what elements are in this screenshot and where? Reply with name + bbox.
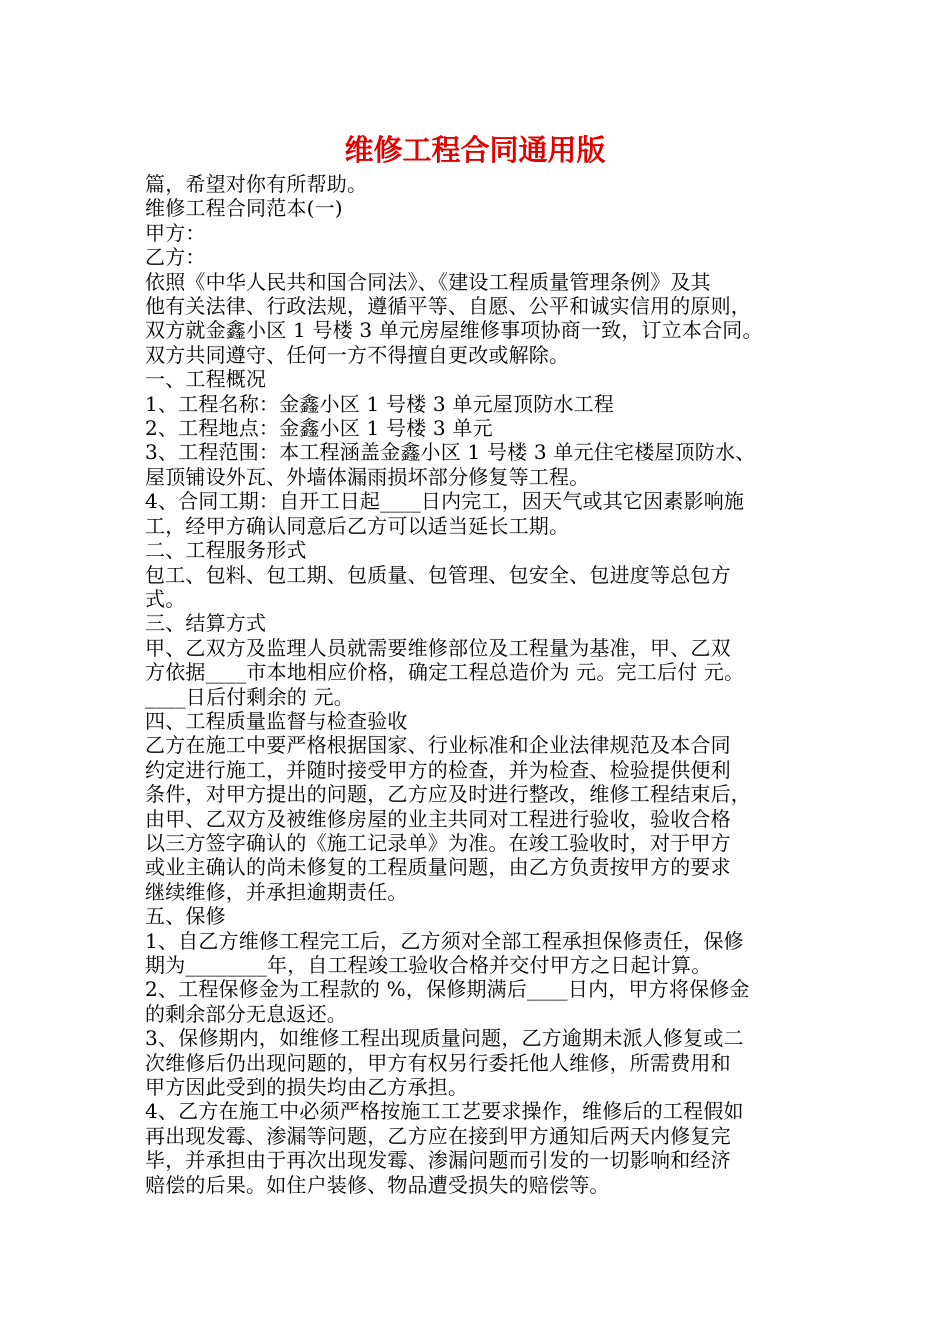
- paragraph-line: 4、乙方在施工中必须严格按施工工艺要求操作，维修后的工程假如: [145, 1099, 744, 1124]
- paragraph-line: 双方共同遵守、任何一方不得擅自更改或解除。: [145, 342, 570, 367]
- paragraph-line: 期为________年，自工程竣工验收合格并交付甲方之日起计算。: [145, 953, 712, 977]
- paragraph-line: 乙方在施工中要严格根据国家、行业标准和企业法律规范及本合同: [145, 733, 731, 758]
- paragraph-line: 3、工程范围：本工程涵盖金鑫小区 1 号楼 3 单元住宅楼屋顶防水、: [145, 440, 756, 465]
- document-title: 维修工程合同通用版: [344, 133, 606, 167]
- paragraph-line: 屋顶铺设外瓦、外墙体漏雨损坏部分修复等工程。: [145, 464, 590, 489]
- paragraph-line: 的剩余部分无息返还。: [145, 1001, 347, 1026]
- paragraph-line: 篇，希望对你有所帮助。: [145, 172, 368, 196]
- section-heading: 二、工程服务形式: [145, 538, 307, 563]
- paragraph-line: 依照《中华人民共和国合同法》、《建设工程质量管理条例》及其: [145, 269, 711, 294]
- paragraph-line: 式。: [145, 586, 186, 611]
- paragraph-line: 赔偿的后果。如住户装修、物品遭受损失的赔偿等。: [145, 1172, 610, 1197]
- paragraph-line: 甲方：: [145, 220, 206, 245]
- paragraph-line: 次维修后仍出现问题的，甲方有权另行委托他人维修，所需费用和: [145, 1050, 731, 1075]
- paragraph-line: 2、工程地点：金鑫小区 1 号楼 3 单元: [145, 416, 493, 441]
- paragraph-line: 1、工程名称：金鑫小区 1 号楼 3 单元屋顶防水工程: [145, 391, 615, 416]
- paragraph-line: 工，经甲方确认同意后乙方可以适当延长工期。: [145, 513, 570, 538]
- paragraph-line: 4、合同工期：自开工日起____日内完工，因天气或其它因素影响施: [145, 489, 745, 514]
- paragraph-line: 2、工程保修金为工程款的 %，保修期满后____日内，甲方将保修金: [145, 977, 750, 1002]
- paragraph-line: 或业主确认的尚未修复的工程质量问题，由乙方负责按甲方的要求: [145, 855, 731, 880]
- section-heading: 五、保修: [145, 904, 226, 929]
- paragraph-line: 他有关法律、行政法规，遵循平等、自愿、公平和诚实信用的原则，: [145, 294, 751, 319]
- paragraph-line: 维修工程合同范本(一): [145, 196, 343, 221]
- paragraph-line: 1、自乙方维修工程完工后，乙方须对全部工程承担保修责任，保修: [145, 928, 744, 953]
- paragraph-line: 双方就金鑫小区 1 号楼 3 单元房屋维修事项协商一致，订立本合同。: [145, 318, 763, 343]
- section-heading: 一、工程概况: [145, 367, 267, 392]
- section-heading: 四、工程质量监督与检查验收: [145, 708, 408, 733]
- document-body: [145, 172, 815, 1197]
- paragraph-line: 方依据____市本地相应价格，确定工程总造价为 元。完工后付 元。: [145, 660, 745, 685]
- paragraph-line: 甲方因此受到的损失均由乙方承担。: [145, 1075, 469, 1100]
- paragraph-line: 由甲、乙双方及被维修房屋的业主共同对工程进行验收，验收合格: [145, 806, 731, 831]
- paragraph-line: 约定进行施工，并随时接受甲方的检查，并为检查、检验提供便利: [145, 757, 731, 782]
- paragraph-line: 再出现发霉、渗漏等问题，乙方应在接到甲方通知后两天内修复完: [145, 1123, 731, 1148]
- paragraph-line: 甲、乙双方及监理人员就需要维修部位及工程量为基准，甲、乙双: [145, 635, 731, 660]
- paragraph-line: 以三方签字确认的《施工记录单》为准。在竣工验收时，对于甲方: [145, 830, 731, 855]
- paragraph-line: 毕，并承担由于再次出现发霉、渗漏问题而引发的一切影响和经济: [145, 1148, 731, 1173]
- paragraph-line: ____日后付剩余的 元。: [145, 684, 354, 709]
- paragraph-line: 条件，对甲方提出的问题，乙方应及时进行整改，维修工程结束后，: [145, 782, 751, 807]
- paragraph-line: 3、保修期内，如维修工程出现质量问题，乙方逾期未派人修复或二: [145, 1026, 744, 1051]
- paragraph-line: 乙方：: [145, 245, 206, 270]
- section-heading: 三、结算方式: [145, 611, 267, 636]
- paragraph-line: 继续维修，并承担逾期责任。: [145, 879, 408, 904]
- paragraph-line: 包工、包料、包工期、包质量、包管理、包安全、包进度等总包方: [145, 562, 731, 587]
